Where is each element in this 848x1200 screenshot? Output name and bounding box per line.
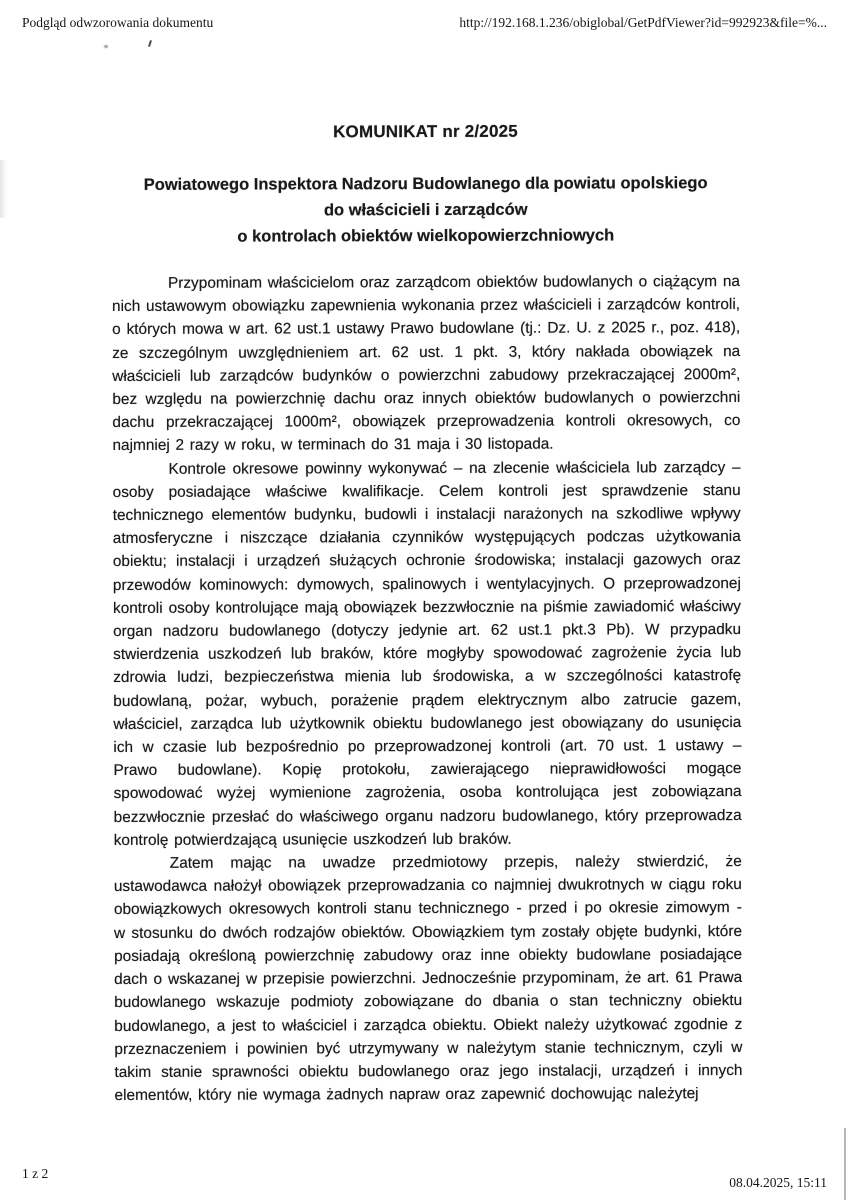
scanned-document <box>111 121 742 1107</box>
print-header-title: Podgląd odwzorowania dokumentu <box>22 15 214 30</box>
paragraph: Zatem mając na uwadze przedmiotowy przepis, należy stwierdzić, że ustawodawca nałożył obowiązek przeprowadzania co najmniej dwukrotnych w ciągu roku obowiązkowych okresowych kontroli stanu technicznego - przed i po okresie zimowym - w stosunku do dwóch rodzajów obiektów. Obowiązkiem tym zostały objęte budynki, które posiadają określoną powierzchnię zabudowy oraz inne obiekty budowlane posiadające dach o wskazanej w przepisie powierzchni. Jednocześnie przypominam, że art. 61 Prawa budowlanego wskazuje podmioty zobowiązane do dbania o stan techniczny obiektu budowlanego, a jest to właściciel i zarządca obiektu. Obiekt należy użytkować zgodnie z przeznaczeniem i powinien być utrzymywany w należytym stanie technicznym, czyli w takim stanie sprawności obiektu budowlanego oraz jego instalacji, urządzeń i innych elementów, który nie wymaga żadnych napraw oraz zapewnić dochowując należytej <box>113 853 743 1105</box>
subtitle-line: o kontrolach obiektów wielkopowierzchniowych <box>237 226 615 246</box>
scan-artifact-dot <box>104 45 108 48</box>
print-footer <box>22 1166 827 1190</box>
scan-artifact-tick <box>148 40 152 47</box>
scan-artifact-left-shade <box>0 160 7 218</box>
page-indicator: 1 z 2 <box>22 1166 49 1181</box>
document-title: KOMUNIKAT nr 2/2025 <box>333 121 518 142</box>
paragraph: Przypominam właścicielom oraz zarządcom obiektów budowlanych o ciążącym na nich ustawowym obowiązku zapewnienia wykonania przez właścicieli i zarządców kontroli, o których mowa w art. 62 ust.1 ustawy Prawo budowlane (tj.: Dz. U. z 2025 r., poz. 418), ze szczególnym uwzględnieniem art. 62 ust. 1 pkt. 3, który nakłada obowiązek na właścicieli lub zarządców budynków o powierzchni zabudowy przekraczającej 2000m², bez względu na powierzchnię dachu oraz innych obiektów budowlanych o powierzchni dachu przekraczającej 1000m², obowiązek przeprowadzenia kontroli okresowych, co najmniej 2 razy w roku, w terminach do 31 maja i 30 listopada. <box>112 273 741 455</box>
subtitle-line: Powiatowego Inspektora Nadzoru Budowlanego dla powiatu opolskiego <box>143 174 708 194</box>
document-subtitle <box>112 170 740 250</box>
scan-artifact-right-edge <box>844 1128 846 1200</box>
subtitle-line: do właścicieli i zarządców <box>323 200 528 220</box>
paragraph: Kontrole okresowe powinny wykonywać – na zlecenie właściciela lub zarządcy – osoby posiadające właściwe kwalifikacje. Celem kontroli jest sprawdzenie stanu technicznego elementów budynku, budowli i instalacji narażonych na szkodliwe wpływy atmosferyczne i niszczące działania czynników występujących podczas użytkowania obiektu; instalacji i urządzeń służących ochronie środowiska; instalacji gazowych oraz przewodów kominowych: dymowych, spalinowych i wentylacyjnych. O przeprowadzonej kontroli osoby kontrolujące mają obowiązek bezzwłocznie na piśmie zawiadomić właściwy organ nadzoru budowlanego (dotyczy jedynie art. 62 ust.1 pkt.3 Pb). W przypadku stwierdzenia uszkodzeń lub braków, które mogłyby spowodować zagrożenie życia lub zdrowia ludzi, bezpieczeństwa mienia lub środowiska, a w szczególności katastrofę budowlaną, pożar, wybuch, porażenie prądem elektrycznym albo zatrucie gazem, właściciel, zarządca lub użytkownik obiektu budowlanego jest obowiązany do usunięcia ich w czasie lub bezpośrednio po przeprowadzonej kontroli (art. 70 ust. 1 ustawy – Prawo budowlane). Kopię protokołu, zawierającego nieprawidłowości mogące spowodować wyżej wymienione zagrożenia, osoba kontrolująca jest zobowiązana bezzwłocznie przesłać do właściwego organu nadzoru budowlanego, który przeprowadza kontrolę potwierdzającą usunięcie uszkodzeń lub braków. <box>112 458 742 849</box>
print-header <box>22 15 827 31</box>
print-timestamp: 08.04.2025, 15:11 <box>729 1175 827 1190</box>
print-header-url: http://192.168.1.236/obiglobal/GetPdfViewer?id=992923&file=%... <box>459 15 827 30</box>
